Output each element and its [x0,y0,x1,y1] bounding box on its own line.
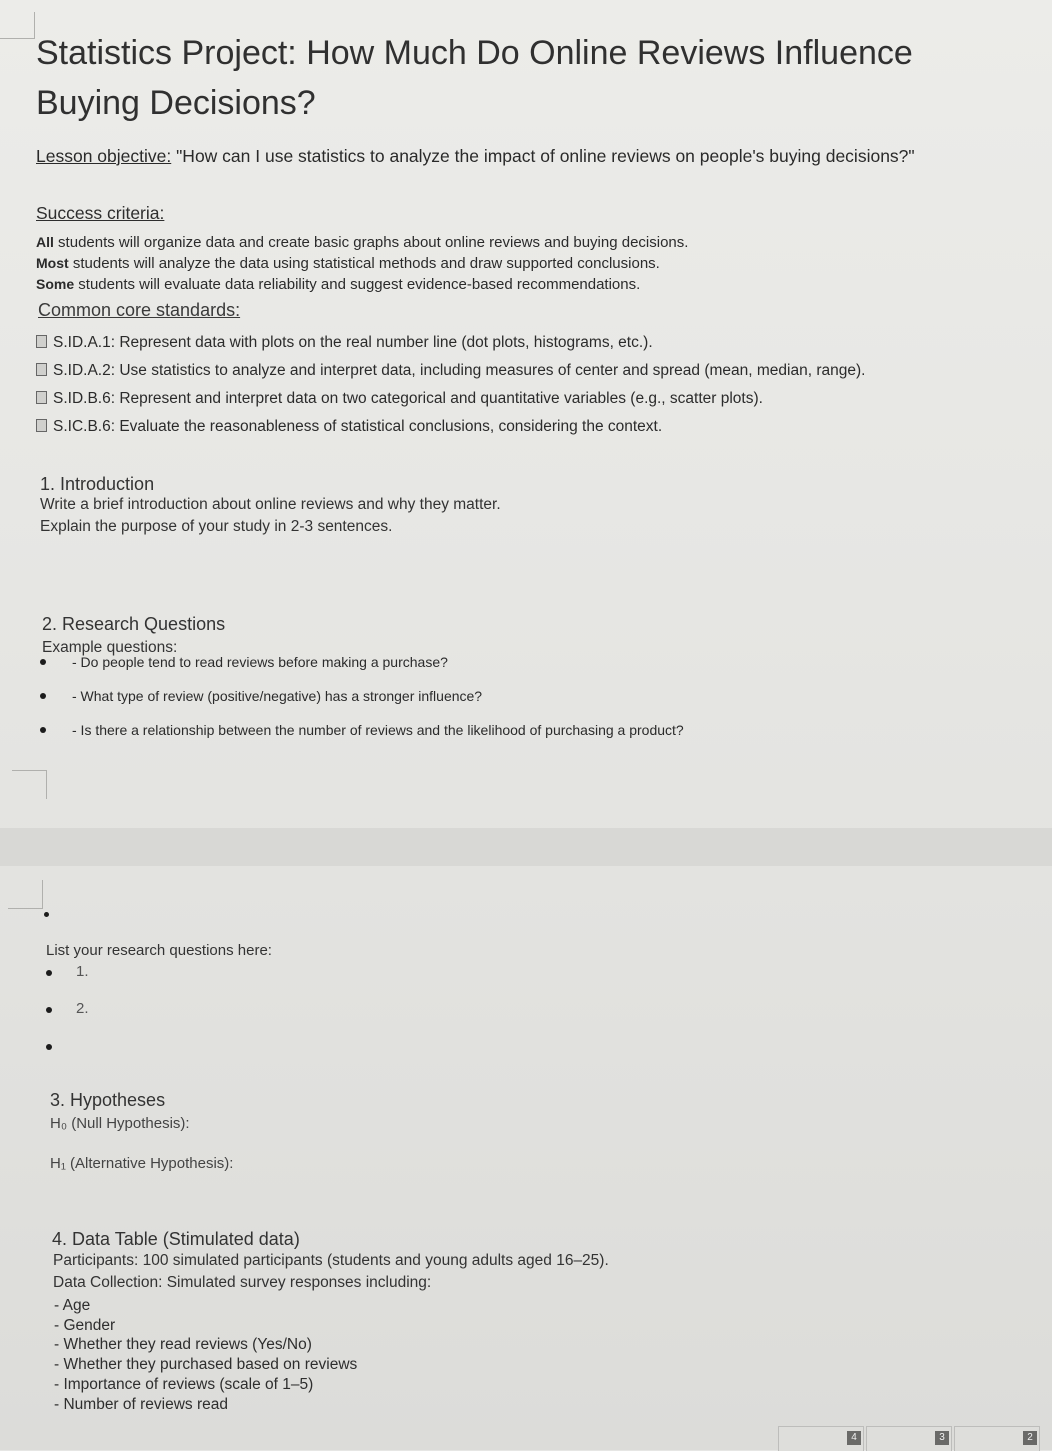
example-question: - What type of review (positive/negative) has a stronger influence? [72,688,483,704]
standard-code: S.IC.B.6 [53,418,111,435]
bullet-icon [40,659,46,665]
margin-corner-mark [8,880,43,909]
criteria-text: students will organize data and create basic graphs about online reviews and buying decisions. [53,234,689,251]
standards-heading: Common core standards: [38,300,241,320]
page-tabs [770,1420,1052,1450]
criteria-lead: Some [36,276,75,292]
success-criteria-heading: Success criteria: [36,203,165,223]
list-item [40,686,800,720]
page-title: Statistics Project: How Much Do Online Reviews Influence Buying Decisions? [36,34,913,122]
bullet-icon [46,1007,52,1013]
success-criteria-list [36,232,936,295]
page-break [0,828,1052,866]
hypotheses-heading: 3. Hypotheses [50,1090,166,1110]
data-collection-text: Data Collection: Simulated survey responses including: [53,1274,432,1291]
data-table-heading: 4. Data Table (Stimulated data) [52,1229,300,1249]
bullet-icon [40,727,46,733]
standard-item [36,332,976,360]
checkbox-icon [36,335,47,348]
research-subheading: Example questions: [42,639,178,656]
bullet-icon [46,970,52,976]
example-question: - Do people tend to read reviews before making a purchase? [72,654,448,670]
survey-fields-list [54,1296,754,1414]
page-number-badge: 3 [935,1431,949,1445]
list-item [40,720,800,754]
survey-field: - Whether they read reviews (Yes/No) [54,1336,312,1354]
standard-item [36,388,976,416]
page-number-badge: 2 [1023,1431,1037,1445]
criteria-item [36,274,936,295]
checkbox-icon [36,363,47,376]
page-tab[interactable] [954,1426,1040,1451]
standard-text: : Represent data with plots on the real number line (dot plots, histograms, etc.). [110,334,653,351]
example-question: - Is there a relationship between the number of reviews and the likelihood of purchasing a product? [72,722,684,738]
criteria-text: students will analyze the data using statistical methods and draw supported conclusions. [68,255,660,272]
standard-item [36,416,976,444]
list-item[interactable] [46,999,446,1036]
research-list-prompt: List your research questions here: [46,942,272,959]
research-question-entry[interactable]: 2. [76,1000,89,1017]
criteria-item [36,253,936,274]
list-item [40,652,800,686]
page-tab[interactable] [778,1426,864,1451]
standard-item [36,360,976,388]
research-question-entry[interactable]: 1. [76,963,89,980]
research-heading: 2. Research Questions [42,614,226,634]
margin-corner-mark [0,12,35,39]
objective-text: "How can I use statistics to analyze the impact of online reviews on people's buying decisions?" [171,146,915,166]
participants-text: Participants: 100 simulated participants (students and young adults aged 16–25). [53,1252,609,1269]
page-number-badge: 4 [847,1431,861,1445]
standard-code: S.ID.B.6 [53,390,111,407]
criteria-lead: Most [36,255,69,271]
survey-field: - Number of reviews read [54,1395,229,1413]
standard-text: : Represent and interpret data on two categorical and quantitative variables (e.g., scatter plots). [110,390,763,407]
objective-label: Lesson objective: [36,146,172,166]
criteria-text: students will evaluate data reliability and suggest evidence-based recommendations. [74,276,641,293]
survey-field: - Whether they purchased based on reviews [54,1356,358,1374]
alternative-hypothesis-label: H₁ (Alternative Hypothesis): [50,1155,234,1172]
introduction-heading: 1. Introduction [40,474,155,494]
research-questions-list [46,962,446,1073]
standard-text: : Use statistics to analyze and interpret data, including measures of center and spread (mean, median, range). [110,362,866,379]
introduction-line: Write a brief introduction about online reviews and why they matter. [40,496,501,513]
standard-text: : Evaluate the reasonableness of statistical conclusions, considering the context. [110,418,663,435]
list-item[interactable] [46,1036,446,1073]
bullet-icon [40,693,46,699]
bullet-icon [44,912,49,917]
page-tab[interactable] [866,1426,952,1451]
lesson-objective [36,146,1016,167]
introduction-line: Explain the purpose of your study in 2-3 sentences. [40,518,393,535]
standards-list [36,332,976,444]
survey-field: - Importance of reviews (scale of 1–5) [54,1375,314,1393]
criteria-item [36,232,936,253]
null-hypothesis-label: H₀ (Null Hypothesis): [50,1115,190,1132]
margin-corner-mark [12,770,47,799]
criteria-lead: All [36,234,54,250]
example-questions-list [40,652,800,754]
list-item[interactable] [46,962,446,999]
checkbox-icon [36,419,47,432]
introduction-text [40,494,740,538]
survey-field: - Age [54,1297,91,1314]
survey-field: - Gender [54,1316,116,1334]
bullet-icon [46,1044,52,1050]
standard-code: S.ID.A.1 [53,334,111,351]
checkbox-icon [36,391,47,404]
standard-code: S.ID.A.2 [53,362,111,379]
